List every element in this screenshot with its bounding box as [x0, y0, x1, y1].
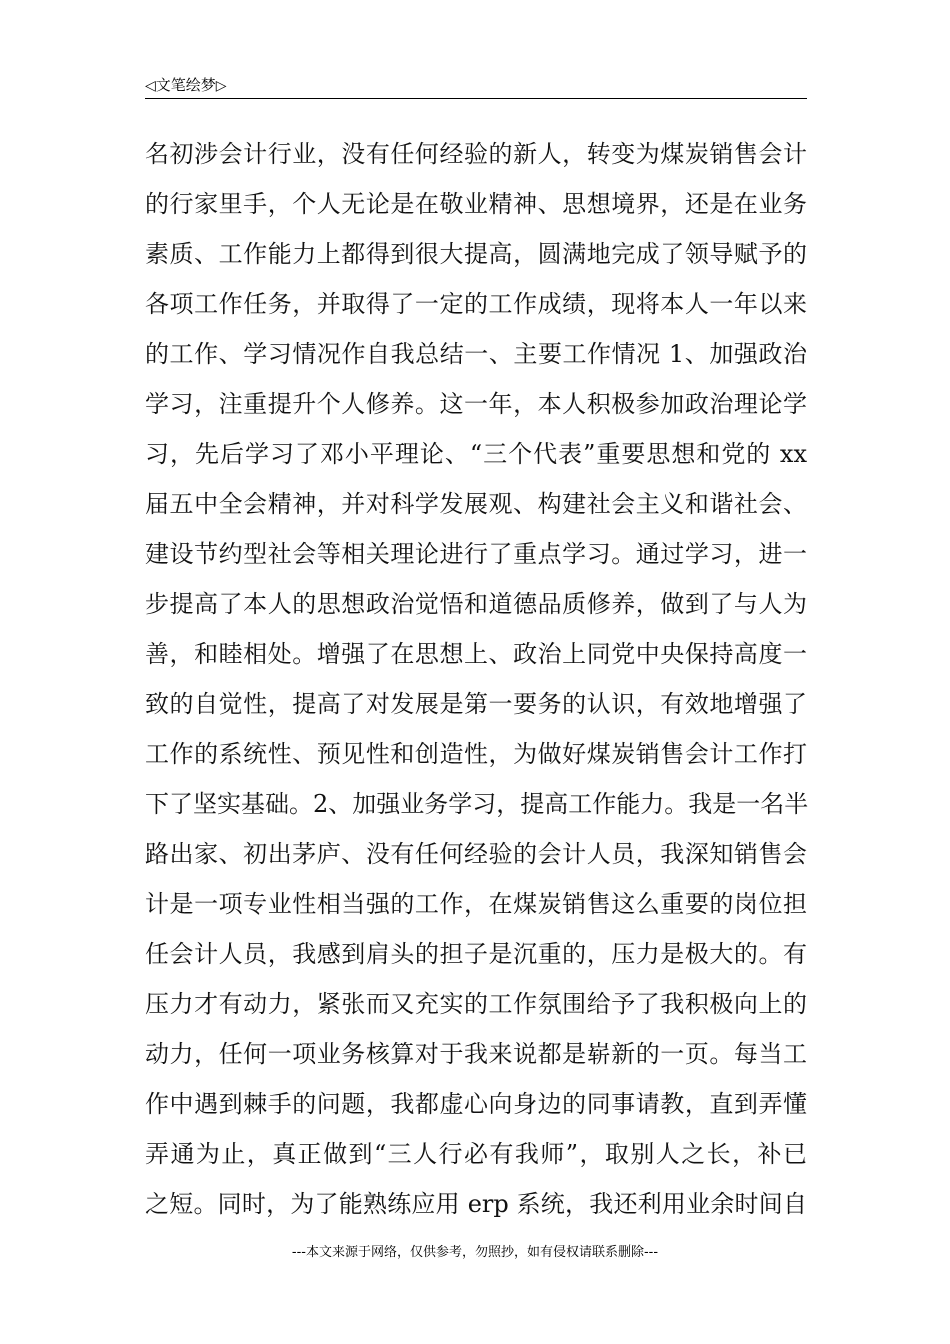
text-line: 素质、工作能力上都得到很大提高，圆满地完成了领导赋予的 [145, 240, 807, 268]
text-line: 计是一项专业性相当强的工作，在煤炭销售这么重要的岗位担 [145, 890, 807, 918]
text-line: 任会计人员，我感到肩头的担子是沉重的，压力是极大的。有 [145, 940, 807, 968]
text-line: 之短。同时，为了能熟练应用 erp 系统，我还利用业余时间自 [145, 1190, 807, 1218]
left-triangle-icon: ◁ [145, 78, 156, 94]
text-line: 的工作、学习情况作自我总结一、主要工作情况 1、加强政治 [145, 340, 807, 368]
text-line: 届五中全会精神，并对科学发展观、构建社会主义和谐社会、 [145, 490, 807, 518]
document-body [145, 129, 807, 1229]
right-triangle-icon: ▷ [215, 78, 227, 94]
footer-notice: ---本文来源于网络，仅供参考，勿照抄，如有侵权请联系删除--- [291, 1245, 659, 1260]
text-line: 致的自觉性，提高了对发展是第一要务的认识，有效地增强了 [145, 690, 807, 718]
text-line: 压力才有动力，紧张而又充实的工作氛围给予了我积极向上的 [145, 990, 807, 1018]
text-line: 建设节约型社会等相关理论进行了重点学习。通过学习，进一 [145, 540, 807, 568]
text-line: 弄通为止，真正做到“三人行必有我师”，取别人之长，补已 [145, 1140, 807, 1168]
text-line: 各项工作任务，并取得了一定的工作成绩，现将本人一年以来 [145, 290, 807, 318]
text-line: 作中遇到棘手的问题，我都虚心向身边的同事请教，直到弄懂 [145, 1090, 807, 1118]
header-title: 文笔绘梦 [155, 76, 216, 94]
text-line: 的行家里手，个人无论是在敬业精神、思想境界，还是在业务 [145, 190, 807, 218]
text-line: 工作的系统性、预见性和创造性，为做好煤炭销售会计工作打 [145, 740, 807, 768]
text-line: 善，和睦相处。增强了在思想上、政治上同党中央保持高度一 [145, 640, 807, 668]
text-line: 下了坚实基础。2、加强业务学习，提高工作能力。我是一名半 [145, 790, 809, 818]
text-line: 步提高了本人的思想政治觉悟和道德品质修养，做到了与人为 [145, 590, 807, 618]
text-line: 学习，注重提升个人修养。这一年，本人积极参加政治理论学 [145, 390, 807, 418]
text-line: 名初涉会计行业，没有任何经验的新人，转变为煤炭销售会计 [145, 140, 807, 168]
text-line: 动力，任何一项业务核算对于我来说都是崭新的一页。每当工 [145, 1040, 807, 1068]
page-header [145, 74, 807, 99]
text-line: 习，先后学习了邓小平理论、“三个代表”重要思想和党的 xx [145, 440, 807, 468]
text-line: 路出家、初出茅庐、没有任何经验的会计人员，我深知销售会 [145, 840, 807, 868]
